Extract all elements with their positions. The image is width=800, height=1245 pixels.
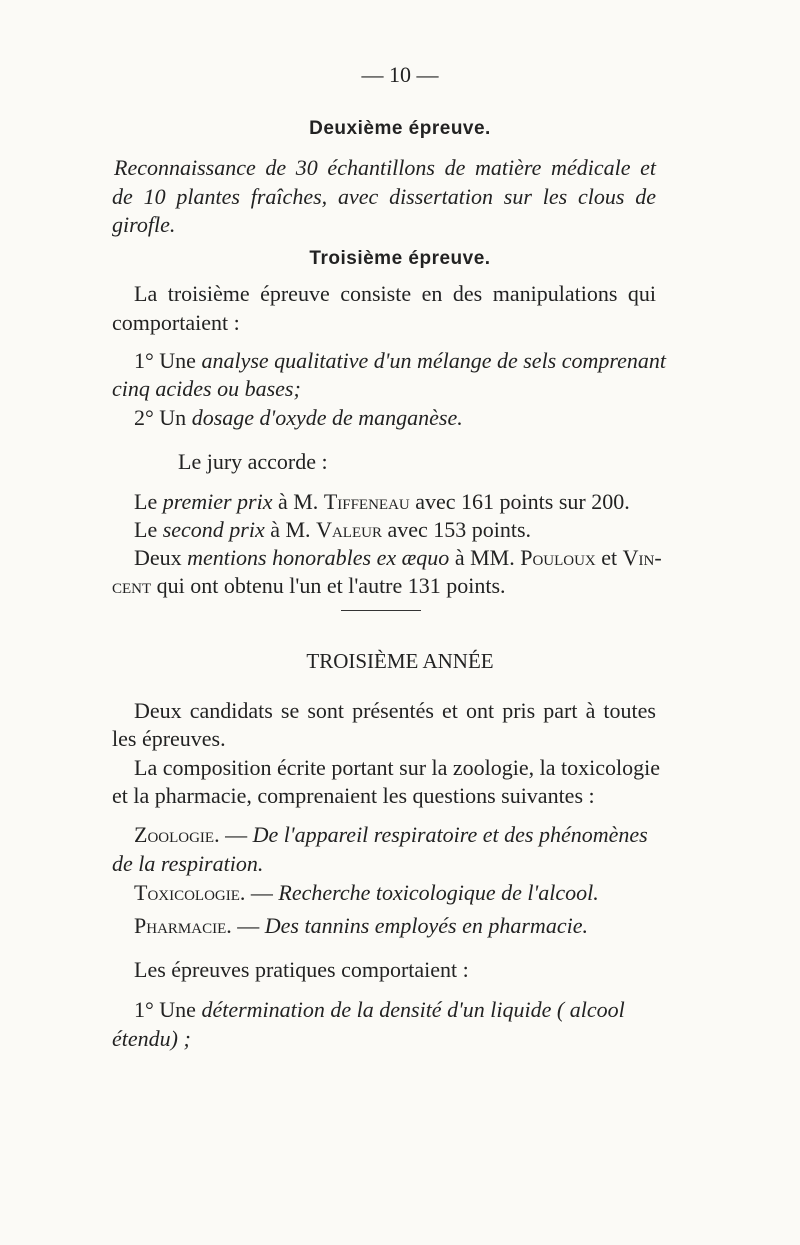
dash: — [231, 913, 265, 938]
epreuve3-intro-line-2: comportaient : [112, 310, 240, 335]
prize-first [134, 489, 630, 515]
paragraph-1-line-2: les épreuves. [112, 726, 226, 751]
question-text: Recherche toxicologique de l'alcool. [278, 880, 599, 905]
text: avec 153 points. [381, 517, 532, 542]
manipulation-item-2 [134, 405, 463, 431]
practical-intro: Les épreuves pratiques comportaient : [134, 957, 469, 982]
text: à MM. [449, 545, 521, 570]
section-title: TROISIÈME ANNÉE [306, 649, 494, 673]
epreuve2-line-3: girofle. [112, 212, 176, 237]
mentions-line-1 [134, 545, 662, 571]
mention-name: mentions honorables ex æquo [187, 545, 450, 570]
item-number: 1° Une [134, 997, 202, 1022]
item-number: 1° Une [134, 348, 202, 373]
paragraph-1-line-1: Deux candidats se sont présentés et ont pris part à toutes [134, 698, 656, 723]
item-text: analyse qualitative d'un mélange de sels comprenant [201, 348, 667, 373]
text: Deux [134, 545, 188, 570]
dash: — [219, 822, 253, 847]
subject-label: Toxicologie. [134, 880, 246, 905]
subject-label: Zoologie. [134, 822, 220, 847]
question-toxicologie [134, 880, 599, 906]
person-name: Valeur [316, 517, 382, 542]
mentions-line-2 [112, 573, 506, 599]
question-pharmacie [134, 913, 588, 939]
epreuve2-line-2: de 10 plantes fraîches, avec dissertation sur les clous de [112, 184, 656, 209]
page-number: — 10 — [361, 62, 439, 87]
prize-second [134, 517, 531, 543]
text: Le [134, 489, 163, 514]
manipulation-item-1-cont: cinq acides ou bases; [112, 376, 301, 401]
question-zoologie-cont: de la respiration. [112, 851, 264, 876]
person-name: Tiffeneau [323, 489, 410, 514]
text: Le [134, 517, 163, 542]
heading-deuxieme-epreuve: Deuxième épreuve. [309, 118, 491, 139]
text: à M. [272, 489, 324, 514]
heading-troisieme-epreuve: Troisième épreuve. [309, 248, 491, 269]
prize-name: second prix [162, 517, 265, 542]
prize-name: premier prix [162, 489, 273, 514]
question-text: De l'appareil respiratoire et des phénomènes [252, 822, 648, 847]
item-text: dosage d'oxyde de manganèse. [191, 405, 463, 430]
manipulation-item-1 [134, 348, 666, 374]
text: avec 161 points sur 200. [409, 489, 630, 514]
person-name: Vin- [622, 545, 662, 570]
question-text: Des tannins employés en pharmacie. [264, 913, 588, 938]
section-divider [341, 610, 421, 611]
item-number: 2° Un [134, 405, 192, 430]
paragraph-2-line-2: et la pharmacie, comprenaient les questions suivantes : [112, 783, 595, 808]
paragraph-2-line-1: La composition écrite portant sur la zoologie, la toxicologie [134, 755, 661, 780]
item-text: détermination de la densité d'un liquide ( alcool [201, 997, 625, 1022]
practical-item-1 [134, 997, 625, 1023]
question-zoologie [134, 822, 648, 848]
jury-statement: Le jury accorde : [178, 449, 328, 474]
text: à M. [264, 517, 317, 542]
subject-label: Pharmacie. [134, 913, 232, 938]
epreuve3-intro-line-1: La troisième épreuve consiste en des manipulations qui [134, 281, 656, 306]
person-name: cent [112, 573, 152, 598]
dash: — [245, 880, 279, 905]
text: qui ont obtenu l'un et l'autre 131 points. [151, 573, 506, 598]
epreuve2-line-1: Reconnaissance de 30 échantillons de matière médicale et [114, 155, 656, 180]
practical-item-1-cont: étendu) ; [112, 1026, 191, 1051]
text: et [595, 545, 623, 570]
person-name: Pouloux [520, 545, 596, 570]
